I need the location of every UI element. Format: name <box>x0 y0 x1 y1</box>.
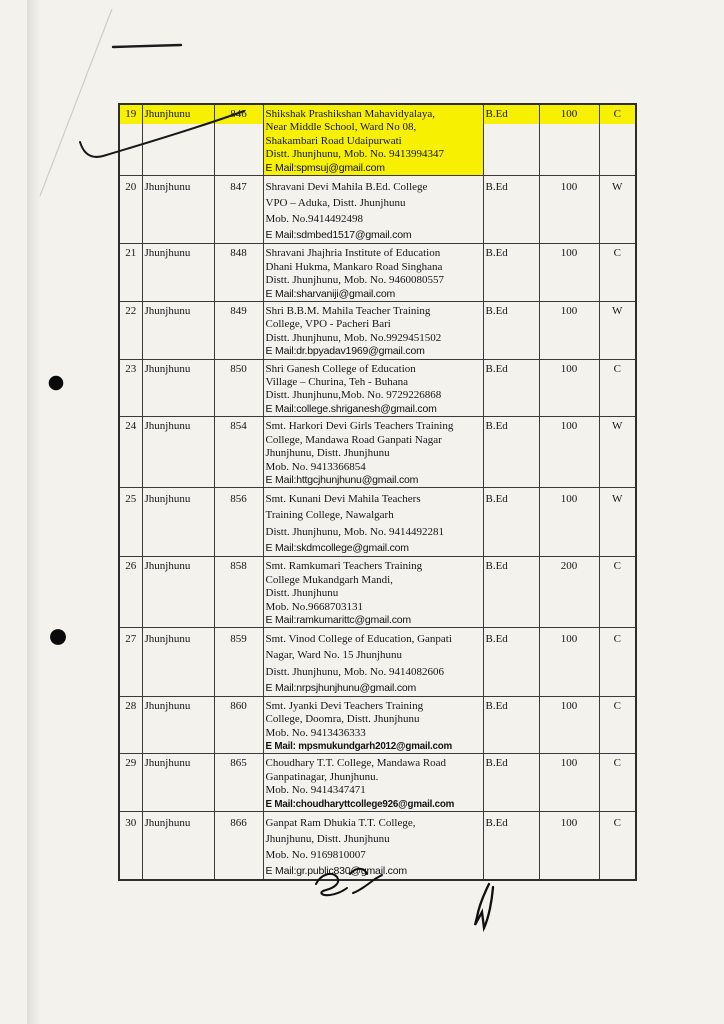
cell-seats: 100 <box>539 104 599 176</box>
college-email: E Mail:choudharyttcollege926@gmail.com <box>265 798 455 810</box>
cell-college-code: 850 <box>214 359 263 417</box>
cell-district: Jhunjhunu <box>142 176 214 244</box>
college-address-line: Distt. Jhunjhunu, Mob. No. 9414082606 <box>265 665 444 678</box>
cell-college-details <box>263 696 483 754</box>
college-email: E Mail:nrpsjhunjhunu@gmail.com <box>265 681 417 694</box>
college-address-line: Smt. Vinod College of Education, Ganpati <box>265 633 452 646</box>
cell-category: C <box>599 244 636 302</box>
cell-college-details <box>263 417 483 488</box>
cell-college-code: 854 <box>214 417 263 488</box>
cell-seats: 100 <box>539 417 599 488</box>
cell-serial-number: 29 <box>119 754 142 812</box>
college-email: E Mail:spmsuj@gmail.com <box>265 161 385 174</box>
cell-seats: 200 <box>539 557 599 628</box>
cell-district: Jhunjhunu <box>142 754 214 812</box>
cell-college-details <box>263 811 483 880</box>
cell-category: W <box>599 176 636 244</box>
cell-course: B.Ed <box>483 104 539 176</box>
cell-district: Jhunjhunu <box>142 557 214 628</box>
cell-district: Jhunjhunu <box>142 244 214 302</box>
table-row <box>119 359 636 417</box>
cell-college-code: 849 <box>214 302 263 360</box>
college-address-line: Distt. Jhunjhunu, Mob. No. 9414492281 <box>265 525 444 538</box>
college-address-line: Nagar, Ward No. 15 Jhunjhunu <box>265 649 403 662</box>
college-address-line: Distt. Jhunjhunu, Mob. No. 9413994347 <box>265 148 444 161</box>
table-row <box>119 754 636 812</box>
table-row <box>119 557 636 628</box>
cell-category: C <box>599 104 636 176</box>
college-address-line: Distt. Jhunjhunu <box>265 587 339 600</box>
cell-college-code: 848 <box>214 244 263 302</box>
college-address-line: Distt. Jhunjhunu, Mob. No. 9460080557 <box>265 274 444 287</box>
college-address-line: VPO – Aduka, Distt. Jhunjhunu <box>265 197 406 210</box>
cell-seats: 100 <box>539 359 599 417</box>
college-address-line: Shakambari Road Udaipurwati <box>265 134 402 147</box>
cell-college-code: 865 <box>214 754 263 812</box>
college-address-line: Shravani Devi Mahila B.Ed. College <box>265 181 428 194</box>
cell-serial-number: 28 <box>119 696 142 754</box>
cell-college-code: 847 <box>214 176 263 244</box>
cell-seats: 100 <box>539 176 599 244</box>
cell-category: W <box>599 488 636 557</box>
college-address-line: Shravani Jhajhria Institute of Education <box>265 247 441 260</box>
college-address-line: Mob. No. 9414347471 <box>265 784 366 797</box>
cell-serial-number: 26 <box>119 557 142 628</box>
cell-category: C <box>599 696 636 754</box>
college-address-line: Near Middle School, Ward No 08, <box>265 121 417 134</box>
college-address-line: College Mukandgarh Mandi, <box>265 573 393 586</box>
cell-seats: 100 <box>539 696 599 754</box>
cell-serial-number: 22 <box>119 302 142 360</box>
college-address-line: Choudhary T.T. College, Mandawa Road <box>265 757 447 770</box>
cell-serial-number: 24 <box>119 417 142 488</box>
college-address-line: Mob. No. 9169810007 <box>265 849 366 862</box>
college-email: E Mail:sdmbed1517@gmail.com <box>265 229 412 242</box>
colleges-table <box>118 103 637 881</box>
college-address-line: Jhunjhunu, Distt. Jhunjhunu <box>265 447 390 460</box>
college-address-line: Training College, Nawalgarh <box>265 509 394 522</box>
cell-seats: 100 <box>539 302 599 360</box>
college-address-line: Jhunjhunu, Distt. Jhunjhunu <box>265 833 390 846</box>
college-email: E Mail:httgcjhunjhunu@gmail.com <box>265 473 419 486</box>
college-address-line: Village – Churina, Teh - Buhana <box>265 376 409 389</box>
table-row <box>119 176 636 244</box>
college-address-line: Shri B.B.M. Mahila Teacher Training <box>265 305 431 318</box>
cell-serial-number: 25 <box>119 488 142 557</box>
cell-course: B.Ed <box>483 244 539 302</box>
college-address-line: Distt. Jhunjhunu,Mob. No. 9729226868 <box>265 389 442 402</box>
college-address-line: Mob. No. 9413366854 <box>265 460 366 473</box>
table-row <box>119 104 636 176</box>
college-address-line: Shri Ganesh College of Education <box>265 362 416 375</box>
cell-seats: 100 <box>539 628 599 696</box>
cell-category: W <box>599 302 636 360</box>
cell-serial-number: 20 <box>119 176 142 244</box>
cell-serial-number: 21 <box>119 244 142 302</box>
cell-college-details <box>263 488 483 557</box>
cell-college-code: 846 <box>214 104 263 176</box>
paper-edge-shadow <box>27 0 41 1024</box>
cell-district: Jhunjhunu <box>142 302 214 360</box>
cell-district: Jhunjhunu <box>142 811 214 880</box>
cell-college-code: 860 <box>214 696 263 754</box>
cell-course: B.Ed <box>483 176 539 244</box>
cell-college-details <box>263 302 483 360</box>
cell-college-details <box>263 244 483 302</box>
cell-district: Jhunjhunu <box>142 488 214 557</box>
table-row <box>119 302 636 360</box>
college-address-line: Mob. No. 9413436333 <box>265 726 366 739</box>
table-row <box>119 628 636 696</box>
college-email: E Mail:gr.public830@gmail.com <box>265 865 407 878</box>
cell-course: B.Ed <box>483 302 539 360</box>
cell-college-details <box>263 557 483 628</box>
cell-course: B.Ed <box>483 488 539 557</box>
college-address-line: Smt. Jyanki Devi Teachers Training <box>265 699 424 712</box>
cell-category: C <box>599 754 636 812</box>
college-address-line: Ganpatinagar, Jhunjhunu. <box>265 770 379 783</box>
cell-serial-number: 30 <box>119 811 142 880</box>
cell-college-code: 858 <box>214 557 263 628</box>
cell-seats: 100 <box>539 244 599 302</box>
cell-college-details <box>263 359 483 417</box>
cell-course: B.Ed <box>483 696 539 754</box>
table-row <box>119 811 636 880</box>
cell-category: C <box>599 359 636 417</box>
college-address-line: Smt. Harkori Devi Girls Teachers Training <box>265 420 454 433</box>
cell-college-code: 866 <box>214 811 263 880</box>
college-email: E Mail:college.shriganesh@gmail.com <box>265 402 437 415</box>
college-address-line: College, Doomra, Distt. Jhunjhunu <box>265 713 420 726</box>
college-address-line: Ganpat Ram Dhukia T.T. College, <box>265 816 416 829</box>
cell-serial-number: 23 <box>119 359 142 417</box>
table-row <box>119 488 636 557</box>
table-row <box>119 244 636 302</box>
table-row <box>119 696 636 754</box>
college-email: E Mail:sharvaniji@gmail.com <box>265 287 396 300</box>
cell-category: C <box>599 628 636 696</box>
cell-course: B.Ed <box>483 359 539 417</box>
cell-category: W <box>599 417 636 488</box>
college-address-line: Smt. Kunani Devi Mahila Teachers <box>265 493 421 506</box>
cell-course: B.Ed <box>483 754 539 812</box>
college-address-line: Mob. No.9668703131 <box>265 600 363 613</box>
cell-course: B.Ed <box>483 811 539 880</box>
cell-category: C <box>599 811 636 880</box>
college-address-line: Distt. Jhunjhunu, Mob. No.9929451502 <box>265 331 442 344</box>
college-address-line: Dhani Hukma, Mankaro Road Singhana <box>265 260 443 273</box>
cell-district: Jhunjhunu <box>142 628 214 696</box>
cell-district: Jhunjhunu <box>142 696 214 754</box>
table-row <box>119 417 636 488</box>
college-address-line: Smt. Ramkumari Teachers Training <box>265 560 423 573</box>
cell-serial-number: 19 <box>119 104 142 176</box>
cell-seats: 100 <box>539 754 599 812</box>
cell-district: Jhunjhunu <box>142 104 214 176</box>
college-address-line: College, Mandawa Road Ganpati Nagar <box>265 433 442 446</box>
cell-seats: 100 <box>539 811 599 880</box>
cell-district: Jhunjhunu <box>142 359 214 417</box>
college-email: E Mail: mpsmukundgarh2012@gmail.com <box>265 740 453 752</box>
college-address-line: Shikshak Prashikshan Mahavidyalaya, <box>265 108 436 120</box>
college-email: E Mail:dr.bpyadav1969@gmail.com <box>265 345 425 358</box>
cell-course: B.Ed <box>483 628 539 696</box>
cell-serial-number: 27 <box>119 628 142 696</box>
cell-seats: 100 <box>539 488 599 557</box>
cell-category: C <box>599 557 636 628</box>
cell-course: B.Ed <box>483 417 539 488</box>
college-address-line: College, VPO - Pacheri Bari <box>265 318 391 331</box>
cell-district: Jhunjhunu <box>142 417 214 488</box>
cell-college-code: 859 <box>214 628 263 696</box>
colleges-table-body <box>119 104 636 880</box>
cell-college-details <box>263 754 483 812</box>
college-address-line: Mob. No.9414492498 <box>265 213 363 226</box>
cell-college-code: 856 <box>214 488 263 557</box>
college-email: E Mail:skdmcollege@gmail.com <box>265 541 409 554</box>
cell-college-details <box>263 104 483 176</box>
college-email: E Mail:ramkumarittc@gmail.com <box>265 613 411 626</box>
cell-course: B.Ed <box>483 557 539 628</box>
cell-college-details <box>263 628 483 696</box>
cell-college-details <box>263 176 483 244</box>
